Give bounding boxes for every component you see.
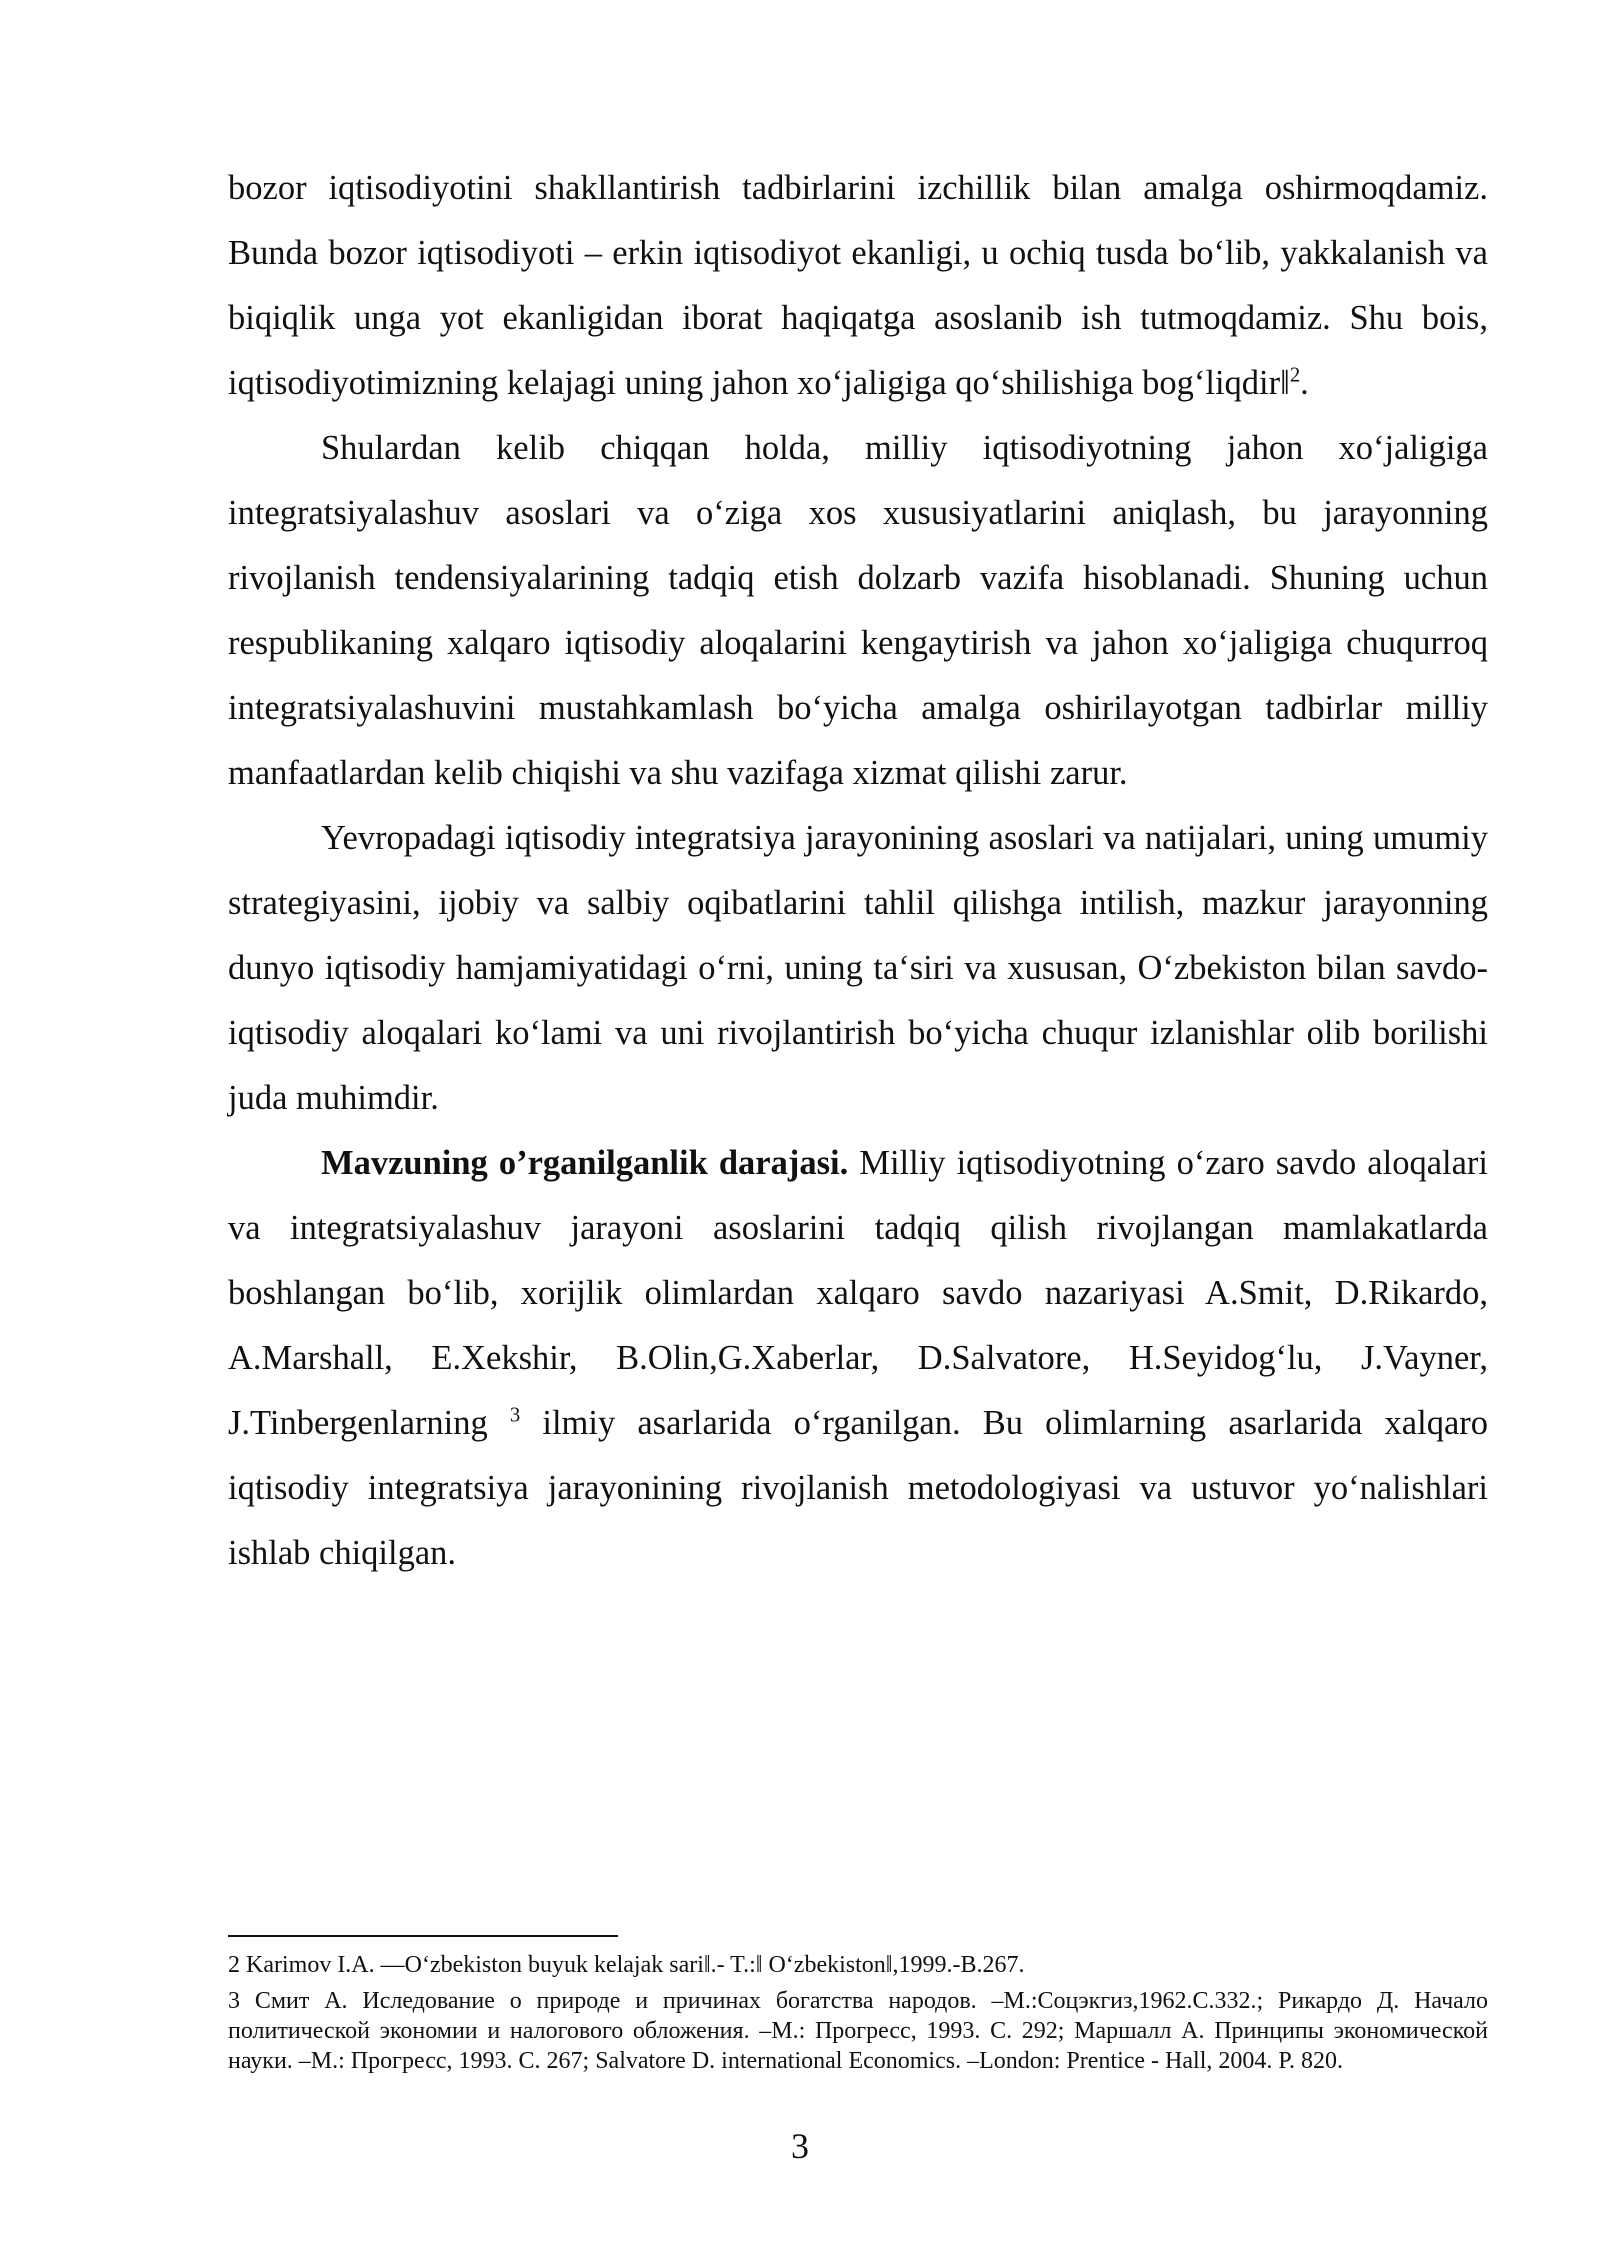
footnote-3 — [228, 1986, 1488, 2076]
footnote-3-text: Смит А. Иследование о природе и причинах богатства народов. –М.:Соцэкгиз,1962.С.332.; Рикардо Д. Начало политической экономии и налогового обложения. –М.: Прогресс, 1993. С. 292; Маршалл А. Принципы экономической науки. –М.: Прогресс, 1993. С. 267; Salvatore D. international Economics. –London: Prentice - Hall, 2004. P. 820. — [228, 1988, 1489, 2074]
paragraph-3-text: Yevropadagi iqtisodiy integratsiya jarayonining asoslari va natijalari, uning umumiy strategiyasini, ijobiy va salbiy oqibatlarini tahlil qilishga intilish, mazkur jarayonning dunyo iqtisodiy hamjamiyatidagi o‘rni, uning ta‘siri va xususan, O‘zbekiston bilan savdo-iqtisodiy aloqalari ko‘lami va uni rivojlantirish bo‘yicha chuqur izlanishlar olib borilishi juda muhimdir. — [228, 819, 1488, 1117]
paragraph-4-tail: ilmiy asarlarida o‘rganilgan. Bu olimlarning asarlarida xalqaro iqtisodiy integratsiya jarayonining rivojlanish metodologiyasi va ustuvor yo‘nalishlari ishlab chiqilgan. — [228, 1404, 1488, 1572]
section-heading: Mavzuning o’rganilganlik darajasi. — [321, 1144, 849, 1182]
footnote-2-text: Karimov I.A. ―O‘zbekiston buyuk kelajak sari‖.- T.:‖ O‘zbekiston‖,1999.-B.267. — [246, 1952, 1025, 1978]
paragraph-2-text: Shulardan kelib chiqqan holda, milliy iqtisodiyotning jahon xo‘jaligiga integratsiyalashuv asoslari va o‘ziga xos xususiyatlarini aniqlash, bu jarayonning rivojlanish tendensiyalarining tadqiq etish dolzarb vazifa hisoblanadi. Shuning uchun respublikaning xalqaro iqtisodiy aloqalarini kengaytirish va jahon xo‘jaligiga chuqurroq integratsiyalashuvini mustahkamlash bo‘yicha amalga oshirilayotgan tadbirlar milliy manfaatlardan kelib chiqishi va shu vazifaga xizmat qilishi zarur. — [228, 429, 1488, 792]
paragraph-4-text: Milliy iqtisodiyotning o‘zaro savdo aloqalari va integratsiyalashuv jarayoni asoslarini tadqiq qilish rivojlangan mamlakatlarda boshlangan bo‘lib, xorijlik olimlardan xalqaro savdo nazariyasi A.Smit, D.Rikardo, A.Marshall, E.Xekshir, B.Olin,G.Xaberlar, D.Salvatore, H.Seyidog‘lu, J.Vayner, J.Tinbergenlarning — [228, 1144, 1488, 1442]
page-number: 3 — [791, 2126, 809, 2166]
footnote-ref-3[interactable]: 3 — [509, 1404, 521, 1427]
footnotes — [228, 1950, 1488, 2082]
main-text — [228, 156, 1488, 1586]
paragraph-1-tail: . — [1300, 364, 1309, 402]
footnote-2-number: 2 — [228, 1952, 240, 1978]
footnote-ref-2[interactable]: 2 — [1289, 364, 1301, 387]
paragraph-2 — [228, 416, 1488, 806]
footnote-3-number: 3 — [228, 1988, 240, 2014]
paragraph-4 — [228, 1131, 1488, 1586]
paragraph-3 — [228, 806, 1488, 1131]
paragraph-1-text: bozor iqtisodiyotini shakllantirish tadbirlarini izchillik bilan amalga oshirmoqdamiz. Bunda bozor iqtisodiyoti – erkin iqtisodiyot ekanligi, u ochiq tusda bo‘lib, yakkalanish va biqiqlik unga yot ekanligidan iborat haqiqatga asoslanib ish tutmoqdamiz. Shu bois, iqtisodiyotimizning kelajagi uning jahon xo‘jaligiga qo‘shilishiga bog‘liqdir‖ — [228, 169, 1488, 402]
footnote-separator — [228, 1935, 618, 1937]
paragraph-1 — [228, 156, 1488, 416]
footnote-2 — [228, 1950, 1488, 1980]
